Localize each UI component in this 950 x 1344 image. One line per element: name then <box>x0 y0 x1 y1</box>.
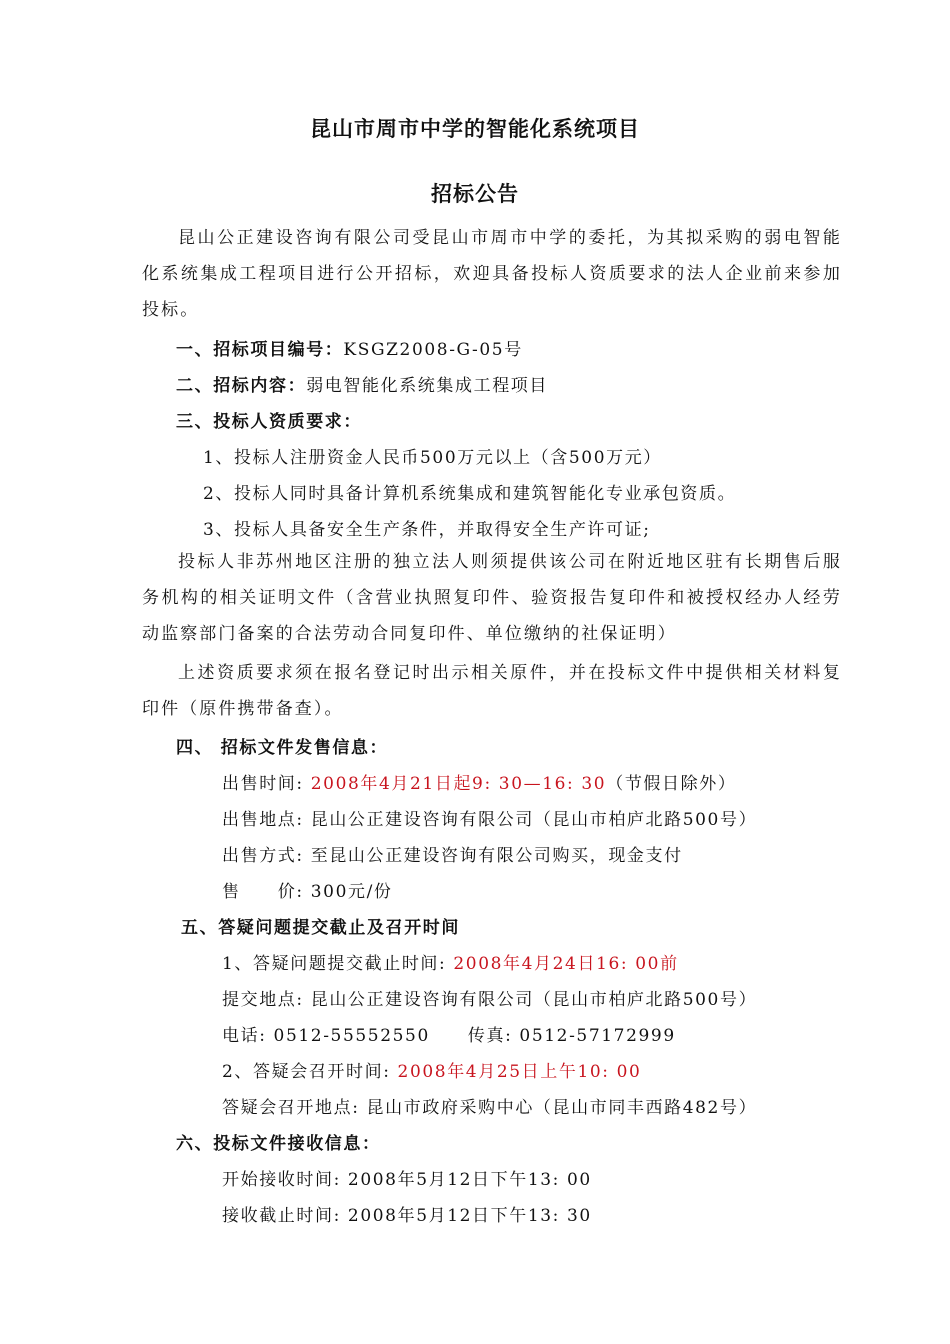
meeting-time <box>222 1061 641 1083</box>
sale-time-suffix: （节假日除外） <box>606 774 737 794</box>
meeting-time-label: 2、答疑会召开时间: <box>222 1062 398 1082</box>
project-number: KSGZ2008-G-05号 <box>343 340 523 360</box>
section-4-heading: 四、 招标文件发售信息： <box>176 738 389 758</box>
receive-end-time: 接收截止时间: 2008年5月12日下午13: 30 <box>222 1206 592 1226</box>
sale-price-value: 300元/份 <box>310 882 393 902</box>
section-2 <box>176 375 548 397</box>
qualification-item-3: 3、投标人具备安全生产条件，并取得安全生产许可证; <box>203 520 651 540</box>
contact-line <box>222 1025 676 1047</box>
sale-time <box>222 773 736 795</box>
fax-number: 传真: 0512-57172999 <box>467 1026 676 1046</box>
section-5-heading: 五、答疑问题提交截止及召开时间 <box>181 918 460 938</box>
question-deadline-label: 1、答疑问题提交截止时间: <box>222 954 454 974</box>
qualification-item-2: 2、投标人同时具备计算机系统集成和建筑智能化专业承包资质。 <box>203 484 737 504</box>
qualification-note-1: 投标人非苏州地区注册的独立法人则须提供该公司在附近地区驻有长期售后服务机构的相关证明文件（含营业执照复印件、验资报告复印件和被授权经办人经劳动监察部门备案的合法劳动合同复印件、单位缴纳的社保证明） <box>142 552 842 644</box>
tender-content: 弱电智能化系统集成工程项目 <box>306 376 549 396</box>
section-6-heading: 六、投标文件接收信息： <box>176 1134 381 1154</box>
section-1 <box>176 339 523 361</box>
phone-number: 电话: 0512-55552550 <box>222 1026 430 1046</box>
question-deadline-value: 2008年4月24日16: 00前 <box>453 954 679 974</box>
section-2-heading: 二、招标内容： <box>176 376 307 396</box>
qualification-note-2: 上述资质要求须在报名登记时出示相关原件，并在投标文件中提供相关材料复印件（原件携带备查）。 <box>142 663 842 719</box>
document-subtitle: 招标公告 <box>431 182 519 206</box>
sale-time-label: 出售时间: <box>222 774 311 794</box>
intro-paragraph: 昆山公正建设咨询有限公司受昆山市周市中学的委托，为其拟采购的弱电智能化系统集成工程项目进行公开招标，欢迎具备投标人资质要求的法人企业前来参加投标。 <box>142 228 842 320</box>
submission-place: 提交地点: 昆山公正建设咨询有限公司（昆山市柏庐北路500号） <box>222 990 758 1010</box>
meeting-time-value: 2008年4月25日上午10: 00 <box>397 1062 642 1082</box>
sale-price <box>222 881 393 903</box>
section-1-heading: 一、招标项目编号： <box>176 340 344 360</box>
sale-price-label: 售 价: <box>222 882 304 902</box>
receive-start-time: 开始接收时间: 2008年5月12日下午13: 00 <box>222 1170 592 1190</box>
meeting-place: 答疑会召开地点: 昆山市政府采购中心（昆山市同丰西路482号） <box>222 1098 758 1118</box>
document-title: 昆山市周市中学的智能化系统项目 <box>310 117 640 141</box>
sale-time-value: 2008年4月21日起9: 30—16: 30 <box>310 774 607 794</box>
sale-method: 出售方式: 至昆山公正建设咨询有限公司购买，现金支付 <box>222 846 683 866</box>
qualification-item-1: 1、投标人注册资金人民币500万元以上（含500万元） <box>203 448 662 468</box>
question-deadline <box>222 953 679 975</box>
sale-place: 出售地点: 昆山公正建设咨询有限公司（昆山市柏庐北路500号） <box>222 810 758 830</box>
section-3-heading: 三、投标人资质要求： <box>176 412 362 432</box>
